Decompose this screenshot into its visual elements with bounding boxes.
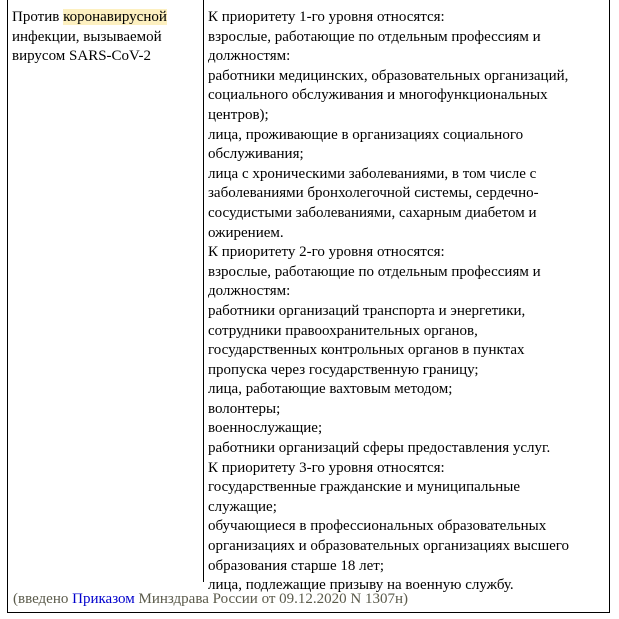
vaccine-line-1 [12,8,167,28]
priority-text-line: служащие; [208,498,277,515]
priority-text-line: государственных контрольных органов в пунктах [208,342,525,359]
priority-text-line: центров); [208,106,269,123]
priority-text-line: К приоритету 2-го уровня относятся: [208,244,445,261]
priority-text-line: ожирением. [208,224,284,241]
amendment-note [13,591,408,608]
priority-text-line: взрослые, работающие по отдельным профессиям и [208,28,541,45]
vaccine-prefix: Против [12,9,64,25]
column-divider [203,0,204,582]
priority-text-line: сосудистыми заболеваниями, сахарным диабетом и [208,204,537,221]
priority-text-line: образования старше 18 лет; [208,557,385,574]
priority-text-line: лица с хроническими заболеваниями, в том числе с [208,165,537,182]
priority-text-line: должностям: [208,48,291,65]
priority-text-line: организациях и образовательных организациях высшего [208,538,570,555]
vaccine-line-2: инфекции, вызываемой [12,28,162,45]
priority-text-line: государственные гражданские и муниципальные [208,479,521,496]
priority-text-line: обслуживания; [208,146,304,163]
priority-text-line: социального обслуживания и многофункциональных [208,87,548,104]
priority-text-line: К приоритету 3-го уровня относятся: [208,459,445,476]
vaccine-cell [12,8,167,67]
priority-text-line: взрослые, работающие по отдельным профессиям и [208,263,541,280]
footer-prefix: (введено [13,591,73,607]
priority-text-line: лица, работающие вахтовым методом; [208,381,453,398]
priority-text-line: пропуска через государственную границу; [208,361,479,378]
highlighted-term: коронавирусной [63,9,167,25]
priority-text-line: военнослужащие; [208,420,323,437]
priority-text-line: должностям: [208,283,291,300]
priority-text-line: заболеваниями бронхолегочной системы, сердечно- [208,185,539,202]
priority-text-line: волонтеры; [208,400,281,417]
priority-text-line: работники организаций транспорта и энергетики, [208,302,526,319]
vaccine-line-3: вирусом SARS-CoV-2 [12,48,151,65]
priority-text-line: К приоритету 1-го уровня относятся: [208,9,445,25]
priority-text-line: лица, подлежащие призыву на военную службу. [208,577,514,594]
priority-text-line: лица, проживающие в организациях социального [208,126,524,143]
priority-text-line: сотрудники правоохранительных органов, [208,322,478,339]
order-link[interactable]: Приказом [72,591,135,607]
priority-groups-cell [208,8,569,596]
footer-suffix: Минздрава России от 09.12.2020 N 1307н) [134,591,409,607]
priority-text-line: обучающиеся в профессиональных образовательных [208,518,547,535]
priority-text-line: работники медицинских, образовательных организаций, [208,67,569,84]
priority-text-line: работники организаций сферы предоставления услуг. [208,440,551,457]
